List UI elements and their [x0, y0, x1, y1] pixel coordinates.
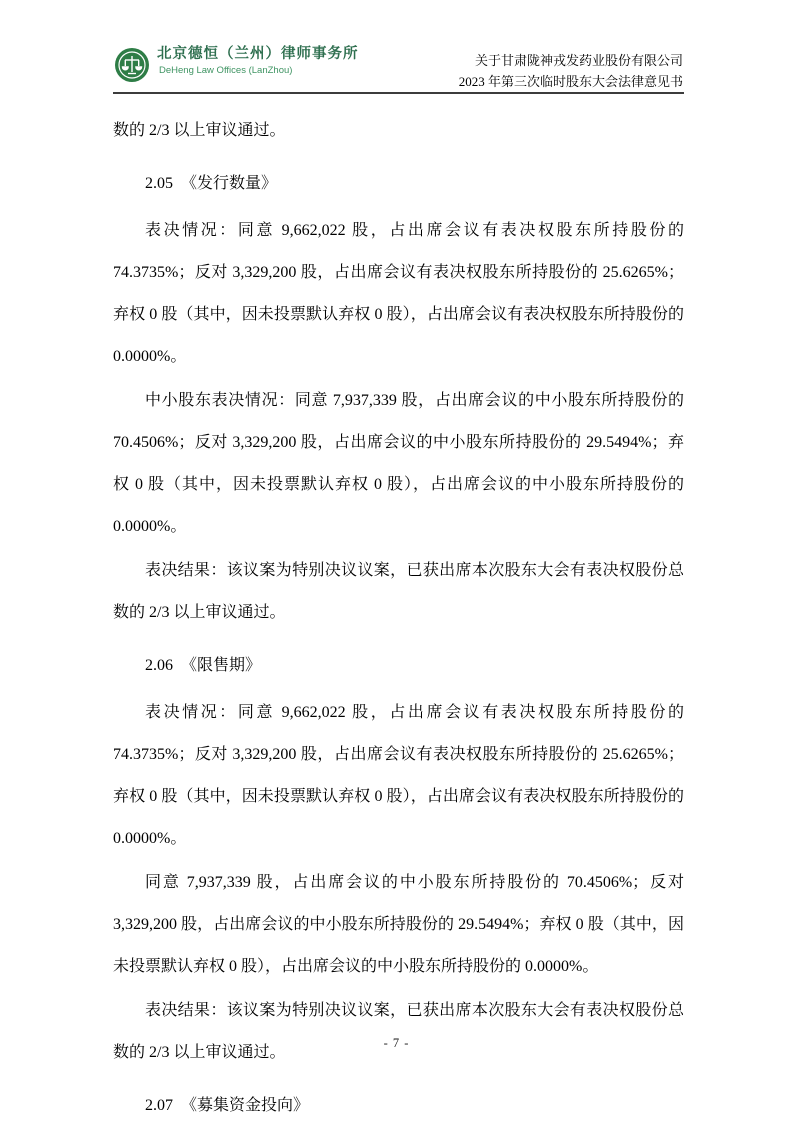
- paragraph: 表决结果：该议案为特别决议议案，已获出席本次股东大会有表决权股份总数的 2/3 以上审议通过。: [113, 1002, 684, 1061]
- section-heading-2-06: 2.06 《限售期》: [145, 657, 262, 674]
- document-title-line1: 关于甘肃陇神戎发药业股份有限公司: [474, 53, 683, 68]
- section-heading-2-05: 2.05 《发行数量》: [145, 175, 278, 192]
- scales-of-justice-seal-icon: [114, 47, 150, 88]
- firm-name-english: DeHeng Law Offices (LanZhou): [159, 65, 293, 76]
- page-number: - 7 -: [383, 1036, 410, 1050]
- law-firm-name-block: [157, 45, 359, 77]
- paragraph: 中小股东表决情况：同意 7,937,339 股，占出席会议的中小股东所持股份的 70.4506%；反对 3,329,200 股，占出席会议的中小股东所持股份的 29.5494%；弃权 0 股（其中，因未投票默认弃权 0 股），占出席会议的中小股东所持股份的 0.0000%。: [113, 392, 684, 535]
- section-heading-2-07: 2.07 《募集资金投向》: [145, 1097, 310, 1114]
- paragraph: 同意 7,937,339 股，占出席会议的中小股东所持股份的 70.4506%；反对 3,329,200 股，占出席会议的中小股东所持股份的 29.5494%；弃权 0 股（其中，因未投票默认弃权 0 股），占出席会议的中小股东所持股份的 0.0000%。: [113, 874, 684, 975]
- document-title: [459, 50, 683, 92]
- paragraph: 表决情况：同意 9,662,022 股，占出席会议有表决权股东所持股份的 74.3735%；反对 3,329,200 股，占出席会议有表决权股东所持股份的 25.6265%；弃权 0 股（其中，因未投票默认弃权 0 股），占出席会议有表决权股东所持股份的 0.0000%。: [113, 704, 684, 847]
- paragraph: 表决情况：同意 9,662,022 股，占出席会议有表决权股东所持股份的 74.3735%；反对 3,329,200 股，占出席会议有表决权股东所持股份的 25.6265%；弃权 0 股（其中，因未投票默认弃权 0 股），占出席会议有表决权股东所持股份的 0.0000%。: [113, 222, 684, 365]
- paragraph: 数的 2/3 以上审议通过。: [113, 122, 286, 139]
- law-firm-brand: [114, 45, 359, 88]
- paragraph: 表决结果：该议案为特别决议议案，已获出席本次股东大会有表决权股份总数的 2/3 以上审议通过。: [113, 562, 684, 621]
- header-divider: [113, 92, 684, 94]
- document-body: [113, 110, 684, 1122]
- document-title-line2: 2023 年第三次临时股东大会法律意见书: [458, 74, 683, 89]
- firm-name-chinese: 北京德恒（兰州）律师事务所: [157, 46, 359, 62]
